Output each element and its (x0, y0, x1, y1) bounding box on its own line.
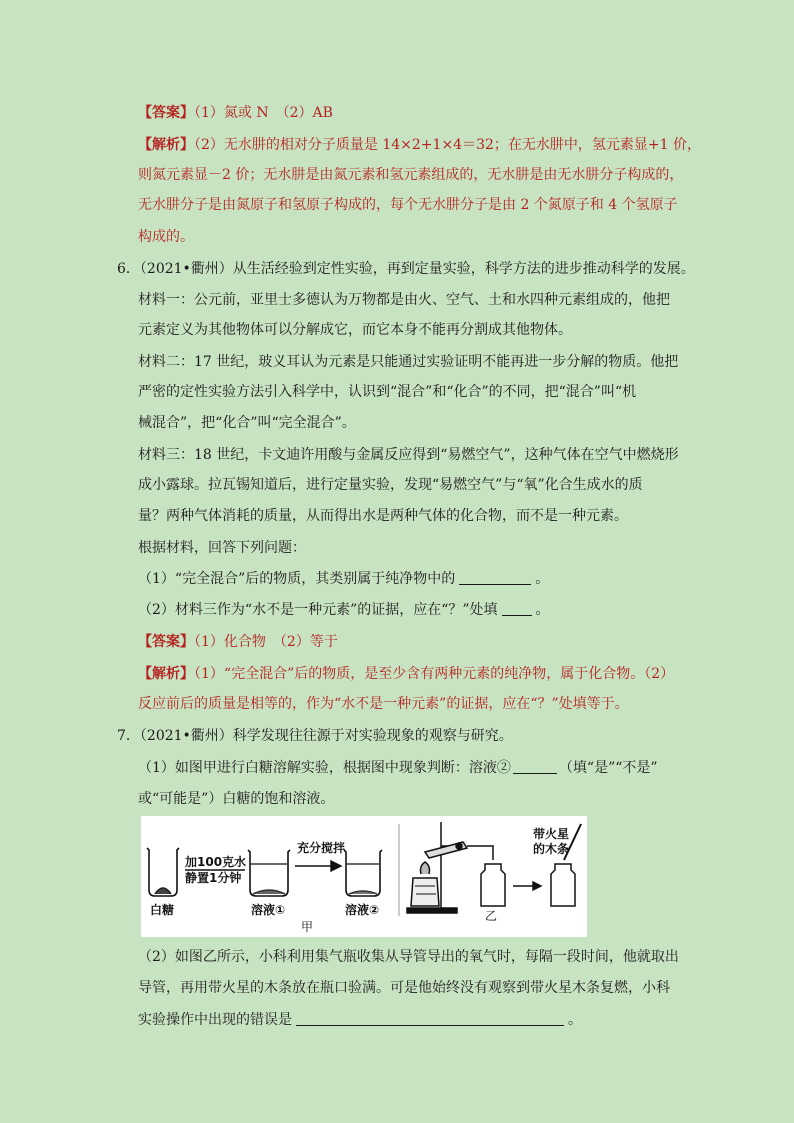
q6-analysis-text-1: （1）“完全混合”后的物质，是至少含有两种元素的纯净物，属于化合物。（2） (194, 666, 675, 682)
q7-sub1-text-b: （填“是”“不是” (558, 760, 658, 776)
q7-sub2-line-1: （2）如图乙所示，小科利用集气瓶收集从导管导出的氧气时，每隔一段时间，他就取出 (138, 949, 679, 965)
q6-answer-text: （1）化合物 （2）等于 (194, 634, 338, 650)
q7-sub2-line-2: 导管，再用带火星的木条放在瓶口验满。可是他始终没有观察到带火星木条复燃，小科 (138, 980, 670, 996)
q6-analysis-tag: 【解析】 (138, 666, 194, 682)
q7-sub2-line-3 (138, 1010, 582, 1030)
q6-sub1-end: 。 (535, 571, 550, 587)
arrow-next (513, 882, 541, 890)
q5-analysis-line-2: 则氮元素显－2 价；无水肼是由氮元素和氢元素组成的，无水肼是由无水肼分子构成的， (138, 167, 684, 183)
label-jia: 甲 (301, 920, 314, 934)
q6-line-4: 严密的定性实验方法引入科学中，认识到“混合”和“化合”的不同，把“混合”叫“机 (138, 384, 637, 400)
q6-sub2-text: （2）材料三作为“水不是一种元素”的证据，应在“？”处填 (138, 602, 498, 618)
q6-line-1: 材料一：公元前，亚里士多德认为万物都是由火、空气、土和水四种元素组成的，他把 (138, 292, 670, 308)
label-stir: 充分搅拌 (297, 841, 346, 855)
q7-head: 7．（2021•衢州）科学发现往往源于对实验现象的观察与研究。 (117, 728, 513, 744)
q5-analysis-line-1 (138, 135, 701, 155)
experiment-figure-svg (141, 816, 587, 937)
collecting-bottle-1 (481, 864, 505, 906)
q6-sub1-blank[interactable] (459, 570, 531, 585)
label-sugar: 白糖 (150, 903, 175, 917)
q7-sub1 (138, 758, 658, 778)
q5-analysis-tag: 【解析】 (138, 137, 194, 153)
q6-answer-line (138, 632, 338, 652)
q5-answer-line (138, 103, 333, 123)
q5-analysis-line-3: 无水肼分子是由氮原子和氢原子构成的，每个无水肼分子是由 2 个氮原子和 4 个氢原子 (138, 197, 678, 213)
q5-answer-tag: 【答案】 (138, 105, 194, 121)
q6-line-8: 量？两种气体消耗的质量，从而得出水是两种气体的化合物，而不是一种元素。 (138, 508, 628, 524)
q6-head: 6．（2021•衢州）从生活经验到定性实验，再到定量实验，科学方法的进步推动科学的发展。 (117, 261, 695, 277)
q6-sub1-text: （1）“完全混合”后的物质，其类别属于纯净物中的 (138, 571, 456, 587)
q6-sub2 (138, 600, 550, 620)
label-add-water-1: 加100克水 (185, 855, 247, 869)
beaker-solution-2 (344, 850, 382, 896)
q7-sub2-text: 实验操作中出现的错误是 (138, 1012, 292, 1028)
q5-answer-text: （1）氮或 N （2）AB (194, 105, 333, 121)
label-stick-1: 带火星 (533, 827, 570, 841)
q6-answer-tag: 【答案】 (138, 634, 194, 650)
q6-line-7: 成小露球。拉瓦锡知道后，进行定量实验，发现“易燃空气”与“氧”化合生成水的质 (138, 477, 643, 493)
q7-sub2-blank[interactable] (296, 1011, 564, 1026)
label-yi: 乙 (485, 909, 498, 923)
label-add-water-2: 静置1分钟 (185, 871, 242, 885)
q7-sub1-blank[interactable] (513, 759, 557, 774)
beaker-sugar (147, 848, 179, 896)
heating-apparatus (407, 822, 493, 913)
q6-line-5: 械混合”，把“化合”叫“完全混合”。 (138, 415, 356, 431)
q6-line-9: 根据材料，回答下列问题： (138, 540, 306, 556)
beaker-solution-1 (248, 850, 290, 896)
q7-sub2-end: 。 (568, 1012, 582, 1028)
q5-analysis-line-4: 构成的。 (138, 229, 194, 245)
q6-line-6: 材料三：18 世纪，卡文迪许用酸与金属反应得到“易燃空气”，这种气体在空气中燃烧形 (138, 447, 679, 463)
q6-sub1 (138, 569, 549, 589)
arrow-stir (295, 861, 341, 871)
q6-sub2-blank[interactable] (502, 601, 532, 616)
q6-analysis-line-1 (138, 664, 674, 684)
label-stick-2: 的木条 (533, 842, 570, 856)
q7-sub1-text-a: （1）如图甲进行白糖溶解实验，根据图中现象判断：溶液② (138, 760, 511, 776)
label-solution-2: 溶液② (345, 903, 380, 917)
q6-line-2: 元素定义为其他物体可以分解成它，而它本身不能再分割成其他物体。 (138, 322, 572, 338)
q6-sub2-end: 。 (535, 602, 550, 618)
q5-analysis-text-1: （2）无水肼的相对分子质量是 14×2+1×4＝32；在无水肼中，氢元素显+1 价， (194, 137, 701, 153)
experiment-figure (141, 816, 587, 937)
label-solution-1: 溶液① (251, 903, 286, 917)
q6-line-3: 材料二：17 世纪，玻义耳认为元素是只能通过实验证明不能再进一步分解的物质。他把 (138, 354, 679, 370)
q7-sub1-cont: 或“可能是”）白糖的饱和溶液。 (138, 791, 335, 807)
q6-analysis-line-2: 反应前后的质量是相等的，作为“水不是一种元素”的证据，应在“？”处填等于。 (138, 696, 629, 712)
